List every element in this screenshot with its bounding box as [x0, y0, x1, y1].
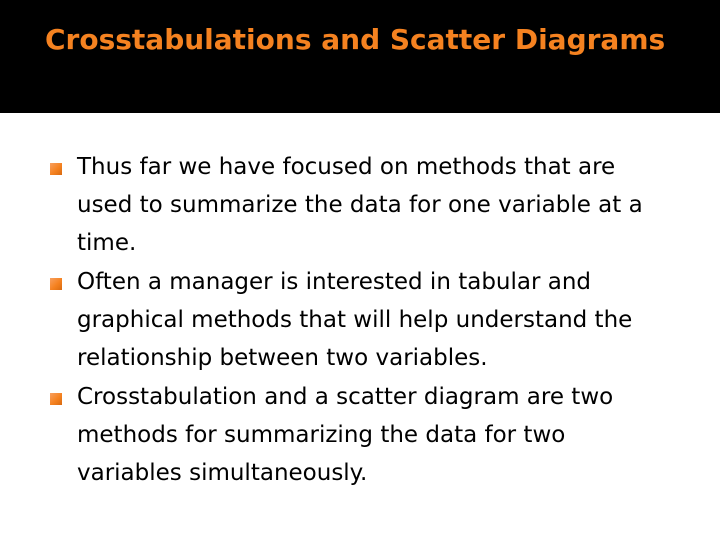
bullet-item [0, 148, 677, 262]
orange-square-icon [50, 278, 62, 290]
bullet-text: Often a manager is interested in tabular and graphical methods that will help understand the relationship between two variables. [77, 269, 633, 371]
orange-square-icon [50, 163, 62, 175]
bullet-text: Crosstabulation and a scatter diagram are two methods for summarizing the data for two variables simultaneously. [77, 384, 614, 486]
bullet-text: Thus far we have focused on methods that are used to summarize the data for one variable at a time. [77, 154, 643, 256]
slide-title: Crosstabulations and Scatter Diagrams [45, 23, 666, 56]
bullet-item [0, 378, 677, 492]
title-band [0, 0, 720, 113]
bullet-item [0, 263, 677, 377]
orange-square-icon [50, 393, 62, 405]
bullet-list [0, 148, 720, 493]
